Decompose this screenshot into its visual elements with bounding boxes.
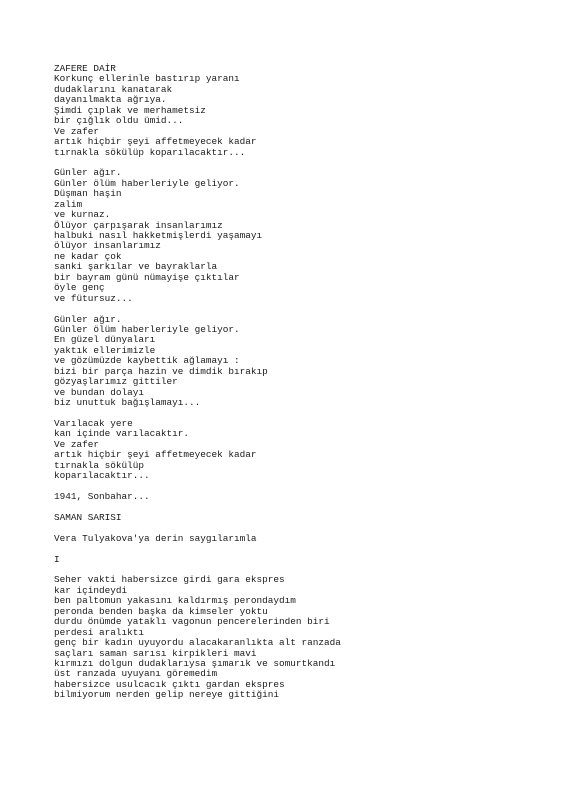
- text-line: ve kurnaz.: [54, 209, 111, 221]
- text-line: Günler ölüm haberleriyle geliyor.: [54, 323, 240, 335]
- text-line: ve bundan dolayı: [54, 386, 145, 398]
- text-line: bir çığlık oldu ümid...: [54, 115, 184, 127]
- text-line: kan içinde varılacaktır.: [54, 428, 190, 440]
- text-line: Seher vakti habersizce girdi gara ekspres: [54, 574, 285, 586]
- text-line: ve fütursuz...: [54, 292, 133, 304]
- text-line: ne kadar çok: [54, 250, 122, 262]
- text-line: bizi bir parça hazin ve dimdik bırakıp: [54, 365, 268, 377]
- text-line: üst ranzada uyuyanı göremedim: [54, 668, 218, 680]
- text-line: Ve zafer: [54, 438, 100, 450]
- text-line: artık hiçbir şeyi affetmeyecek kadar: [54, 136, 257, 148]
- text-line: En güzel dünyaları: [54, 334, 156, 346]
- text-line: bilmiyorum nerden gelip nereye gittiğini: [54, 689, 280, 701]
- text-line: [54, 304, 534, 314]
- text-line: Varılacak yere: [54, 417, 133, 429]
- text-line: 1941, Sonbahar...: [54, 490, 150, 502]
- poem-text-block: [54, 64, 534, 701]
- text-line: peronda benden başka da kimseler yoktu: [54, 605, 268, 617]
- text-line: ve gözümüzde kaybettik ağlamayı :: [54, 355, 240, 367]
- text-line: sanki şarkılar ve bayraklarla: [54, 261, 218, 273]
- text-line: Vera Tulyakova'ya derin saygılarımla: [54, 532, 257, 544]
- text-line: bir bayram günü nümayişe çıktılar: [54, 271, 240, 283]
- text-line: Ve zafer: [54, 125, 100, 137]
- text-line: öyle genç: [54, 282, 105, 294]
- text-line: I: [54, 553, 60, 565]
- text-line: habersizce usulcacık çıktı gardan ekspres: [54, 678, 285, 690]
- text-line: biz unuttuk bağışlamayı...: [54, 397, 201, 408]
- text-line: kırmızı dolgun dudaklarıysa şımarık ve somurtkandı: [54, 657, 336, 669]
- text-line: Günler ağır.: [54, 167, 122, 179]
- text-line: Ölüyor çarpışarak insanlarımız: [54, 219, 223, 231]
- text-line: [54, 544, 534, 554]
- text-line: tırnakla sökülüp koparılacaktır...: [54, 146, 246, 158]
- text-line: dudaklarını kanatarak: [54, 83, 173, 95]
- text-line: tırnakla sökülüp: [54, 459, 145, 471]
- text-line: [54, 158, 534, 168]
- text-line: Günler ölüm haberleriyle geliyor.: [54, 177, 240, 189]
- text-line: perdesi aralıktı: [54, 626, 145, 638]
- text-line: Günler ağır.: [54, 313, 122, 325]
- text-line: durdu önümde yataklı vagonun pencerelerinden biri: [54, 616, 330, 628]
- text-line: dayanılmakta ağrıya.: [54, 94, 167, 106]
- text-line: genç bir kadın uyuyordu alacakaranlıkta alt ranzada: [54, 637, 341, 649]
- text-line: saçları saman sarısı kirpikleri mavi: [54, 647, 257, 659]
- text-line: ölüyor insanlarımız: [54, 240, 161, 252]
- text-line: artık hiçbir şeyi affetmeyecek kadar: [54, 449, 257, 461]
- text-line: koparılacaktır...: [54, 470, 150, 482]
- text-line: gözyaşlarımız gittiler: [54, 376, 178, 388]
- text-line: Şimdi çıplak ve merhametsiz: [54, 104, 206, 116]
- text-line: SAMAN SARISI: [54, 511, 122, 523]
- text-line: kar içindeydi: [54, 584, 128, 596]
- text-line: zalim: [54, 198, 83, 210]
- text-line: ZAFERE DAİR: [54, 63, 116, 74]
- text-line: [54, 502, 534, 512]
- text-line: Düşman haşin: [54, 188, 122, 200]
- text-line: halbuki nasıl hakketmişlerdi yaşamayı: [54, 230, 263, 241]
- text-line: ben paltomun yakasını kaldırmış perondaydım: [54, 595, 296, 607]
- text-line: Korkunç ellerinle bastırıp yaranı: [54, 73, 240, 85]
- text-line: yaktık ellerimizle: [54, 344, 156, 356]
